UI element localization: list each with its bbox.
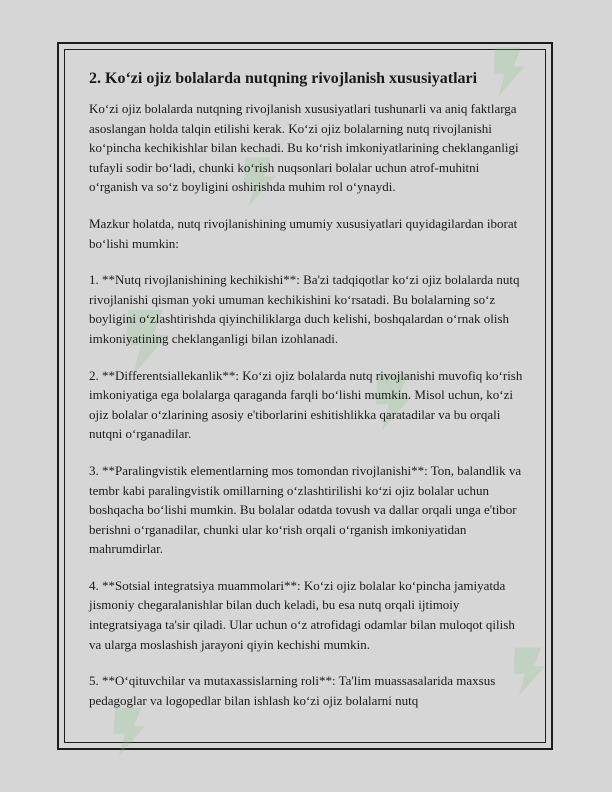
document-body: [89, 68, 529, 727]
list-item-1: 1. **Nutq rivojlanishining kechikishi**: Ba'zi tadqiqotlar ko‘zi ojiz bolalarda nutq rivojlanishi qisman yoki umuman kechikishini ko‘rsatadi. Bu bolalarning so‘z boyligini o‘zlashtirishda qiyinchiliklarga duch kelishi, boshqalardan o‘rnak olish imkoniyatining cheklanganligi bilan izohlanadi.: [89, 272, 520, 346]
section-heading: 2. Ko‘zi ojiz bolalarda nutqning rivojlanish xususiyatlari: [89, 70, 478, 87]
paragraph-overview: Mazkur holatda, nutq rivojlanishining umumiy xususiyatlari quyidagilardan iborat bo‘lishi mumkin:: [89, 215, 518, 251]
list-item-5: 5. **O‘qituvchilar va mutaxassislarning roli**: Ta'lim muassasalarida maxsus pedagoglar va logopedlar bilan ishlash ko‘zi ojiz bolalarni nutq: [89, 673, 496, 708]
paragraph-intro: Ko‘zi ojiz bolalarda nutqning rivojlanish xususiyatlari tushunarli va aniq faktlarga asoslangan holda talqin etilishi kerak. Ko‘zi ojiz bolalarning nutq rivojlanishi ko‘pincha kechikishlar bilan kechadi. Bu ko‘rish imkoniyatlarining cheklanganligi tufayli sodir bo‘ladi, chunki ko‘rish nuqsonlari bolalar uchun atrof-muhitni o‘rganish va so‘z boyligini oshirishda muhim rol o‘ynaydi.: [89, 101, 519, 195]
list-item-4: 4. **Sotsial integratsiya muammolari**: Ko‘zi ojiz bolalar ko‘pincha jamiyatda jismoniy chegaralanishlar bilan duch keladi, bu esa nutq orqali ijtimoiy integratsiyaga ta'sir qiladi. Ular uchun o‘z atrofidagi odamlar bilan muloqot qilish va ularga moslashish jarayoni qiyin kechishi mumkin.: [89, 577, 515, 652]
list-item-2: 2. **Differentsiallekanlik**: Ko‘zi ojiz bolalarda nutq rivojlanishi muvofiq ko‘rish imkoniyatiga ega bolalarga qaraganda farqli bo‘lishi mumkin. Misol uchun, ko‘zi ojiz bolalar o‘zlarining asosiy e'tiborlarini eshitishlikka qaratadilar va bu orqali nutqni o‘rganadilar.: [89, 367, 523, 442]
list-item-3: 3. **Paralingvistik elementlarning mos tomondan rivojlanishi**: Ton, balandlik va tembr kabi paralingvistik omillarning o‘zlashtirilishi ko‘zi ojiz bolalar uchun boshqacha bo‘lishi mumkin. Bu bolalar odatda tovush va dallar orqali unga e'tibor berishni o‘rganadilar, chunki ular ko‘rish orqali o‘rganish imkoniyatidan mahrumdirlar.: [89, 462, 522, 557]
